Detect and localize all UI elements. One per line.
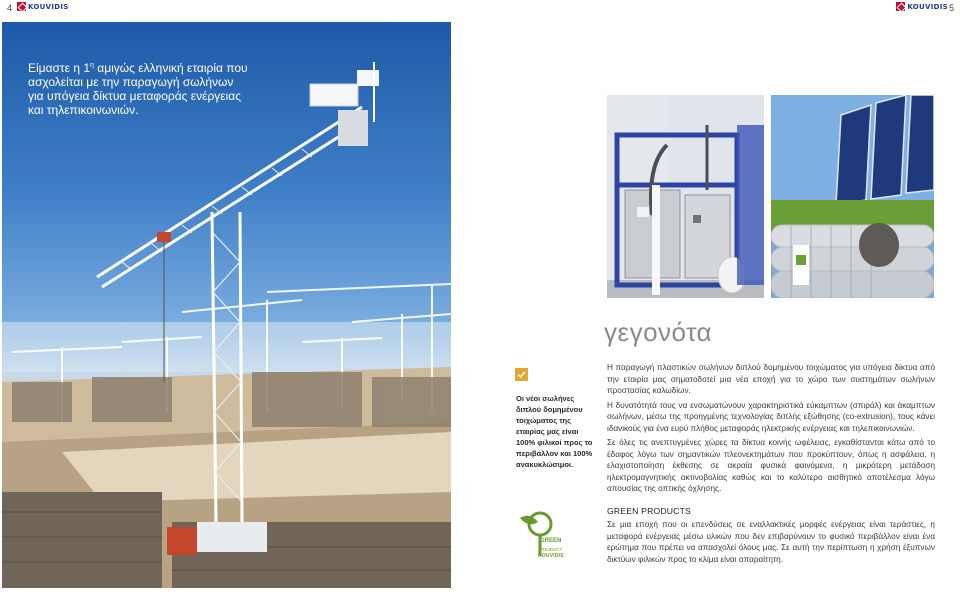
body-paragraph-1: Η παραγωγή πλαστικών σωλήνων διπλού δομημένου τοιχώματος για υπόγεια δίκτυα από την εταιρία μας σηματοδοτεί μια νέα εποχή για το χώρο των συστημάτων σωλήνων προστασίας καλωδίων. bbox=[607, 363, 935, 395]
green-logo-sub: PRODUCT bbox=[540, 547, 563, 552]
page-number-left: 4 bbox=[7, 3, 13, 13]
factory-illustration bbox=[607, 95, 764, 298]
factory-machine-photo bbox=[607, 95, 764, 298]
green-logo-title bbox=[540, 538, 561, 545]
body-paragraph-3: Σε όλες τις ανεπτυγμένες χώρες τα δίκτυα κοινής ωφέλειας, εγκαθίστανται κάτω από το έδαφος λόγω των σημαντικών πλεονεκτημάτων που προκύπτουν, όπως η ασφάλεια, η ελαχιστοποίηση έκθεσης σε ακραία φυσικά φαινόμενα, η μικρότερη μετάδοση ηλεκτρομαγνητικής ακτινοβολίας καθώς και το καλύτερο αισθητικό αποτέλεσμα λόγω απουσίας της οπτικής όχλησης. bbox=[607, 438, 935, 493]
hero-construction-photo bbox=[2, 22, 451, 588]
kouvidis-logo-right bbox=[896, 2, 948, 11]
green-products-heading: GREEN PRODUCTS bbox=[607, 505, 691, 516]
green-logo-brand: KOUVIDIS bbox=[538, 553, 564, 559]
kouvidis-logo-left bbox=[17, 2, 69, 11]
brand-name: KOUVIDIS bbox=[28, 2, 69, 11]
check-icon bbox=[515, 368, 528, 381]
body-text bbox=[607, 362, 935, 568]
kouvidis-mark-icon bbox=[896, 2, 905, 11]
page-number-right: 5 bbox=[948, 3, 954, 13]
body-paragraph-4: Σε μια εποχή που οι επενδύσεις σε εναλλακτικές μορφές ενέργειας είναι τεράστιες, η μεταφορά ενέργειας μέσω υλικών που δεν επιβαρύνουν το φυσικό περιβάλλον είναι ένα ερώτημα που πρέπει να απασχολεί όλους μας. Σε αυτή την περίπτωση η χρήση έξυπνων δικτύων φιλικών προς το κλίμα είναι απαραίτητη. bbox=[607, 520, 935, 564]
sidebar-note: Οι νέοι σωλήνες διπλού δομημένου τοιχώματος της εταιρίας μας είναι 100% φιλικοί προς το περιβάλλον και 100% ανακυκλώσιμοι. bbox=[516, 394, 593, 469]
body-paragraph-2: Η δυνατότητά τους να ενσωματώνουν χαρακτηριστικά εύκαμπτων (σπιράλ) και άκαμπτων σωλήνων, μέσω της προηγμένης τεχνολογίας διπλής εξώθησης (co-extrusion), τους κάνει ιδανικούς για ένα ευρύ πλήθος μεταφοράς ηλεκτρικής ενέργειας και τηλεπικοινωνιών. bbox=[607, 400, 935, 433]
hero-text-sup: η bbox=[90, 62, 94, 69]
green-logo-line1: GREEN bbox=[540, 538, 562, 544]
hero-text-part: Είμαστε η 1 bbox=[28, 61, 91, 75]
brand-name: KOUVIDIS bbox=[907, 2, 948, 11]
green-product-logo bbox=[516, 510, 572, 562]
hero-intro-text bbox=[28, 59, 248, 117]
pipes-illustration bbox=[771, 95, 934, 298]
pipes-solar-photo bbox=[771, 95, 934, 298]
hero-text-part: αμιγώς ελληνική εταιρία που ασχολείται με την παραγωγή σωλήνων για υπόγεια δίκτυα μεταφοράς ενέργειας και τηλεπικοινωνιών. bbox=[28, 61, 248, 117]
section-title: γεγονότα bbox=[604, 317, 713, 347]
kouvidis-mark-icon bbox=[17, 2, 26, 11]
